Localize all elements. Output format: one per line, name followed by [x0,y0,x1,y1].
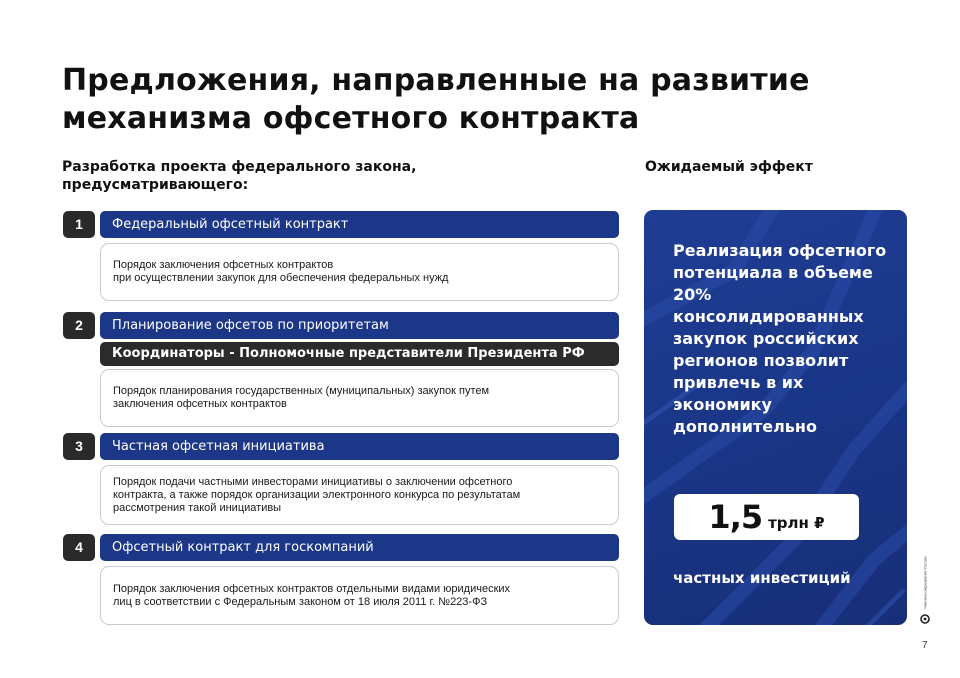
effect-label: Ожидаемый эффект [645,159,813,175]
item-card-4 [100,566,619,625]
description-line: лиц в соответствии с Федеральным законом от 18 июля 2011 г. №223-ФЗ [113,595,488,608]
description-line: Порядок подачи частными инвесторами инициативы о заключении офсетного [113,475,513,488]
description-line: контракта, а также порядок организации электронного конкурса по результатам [113,488,521,501]
logo-mark-icon [920,614,930,624]
description-line: Порядок заключения офсетных контрактов отдельными видами юридических [113,582,511,595]
description-line: заключения офсетных контрактов [113,398,287,410]
item-description-1 [113,259,448,285]
item-heading-1: Федеральный офсетный контракт [100,211,619,238]
item-card-3 [100,465,619,525]
item-description-3 [113,476,520,515]
section-subtitle: Разработка проекта федерального закона, предусматривающего: [62,159,417,193]
item-card-2 [100,369,619,427]
description-line: Порядок заключения офсетных контрактов [113,259,334,271]
item-number-4: 4 [63,534,95,561]
item-number-1: 1 [63,211,95,238]
item-description-4 [113,583,510,609]
side-logo [919,556,931,624]
item-number-2: 2 [63,312,95,339]
description-line: Порядок планирования государственных (муниципальных) закупок путем [113,385,490,397]
page-number: 7 [922,640,928,651]
effect-footer: частных инвестиций [673,569,851,587]
side-logo-text: Минэкономразвития России [922,556,928,609]
amount-box [674,494,859,540]
item-number-3: 3 [63,433,95,460]
description-line: при осуществлении закупок для обеспечения федеральных нужд [113,272,449,284]
amount-value: 1,5 [708,498,763,536]
page-title: Предложения, направленные на развитие механизма офсетного контракта [62,63,810,136]
amount-unit: трлн ₽ [768,514,825,532]
item-heading-3: Частная офсетная инициатива [100,433,619,460]
item-heading-2: Планирование офсетов по приоритетам [100,312,619,339]
description-line: рассмотрения такой инициативы [113,501,282,514]
item-heading-4: Офсетный контракт для госкомпаний [100,534,619,561]
effect-panel [644,210,907,625]
item-subheading-2: Координаторы - Полномочные представители Президента РФ [100,342,619,366]
item-card-1 [100,243,619,301]
effect-description: Реализация офсетного потенциала в объеме 20% консолидированных закупок российских регионов позволит привлечь в их экономику дополнительно [673,241,887,436]
item-description-2 [113,385,489,411]
